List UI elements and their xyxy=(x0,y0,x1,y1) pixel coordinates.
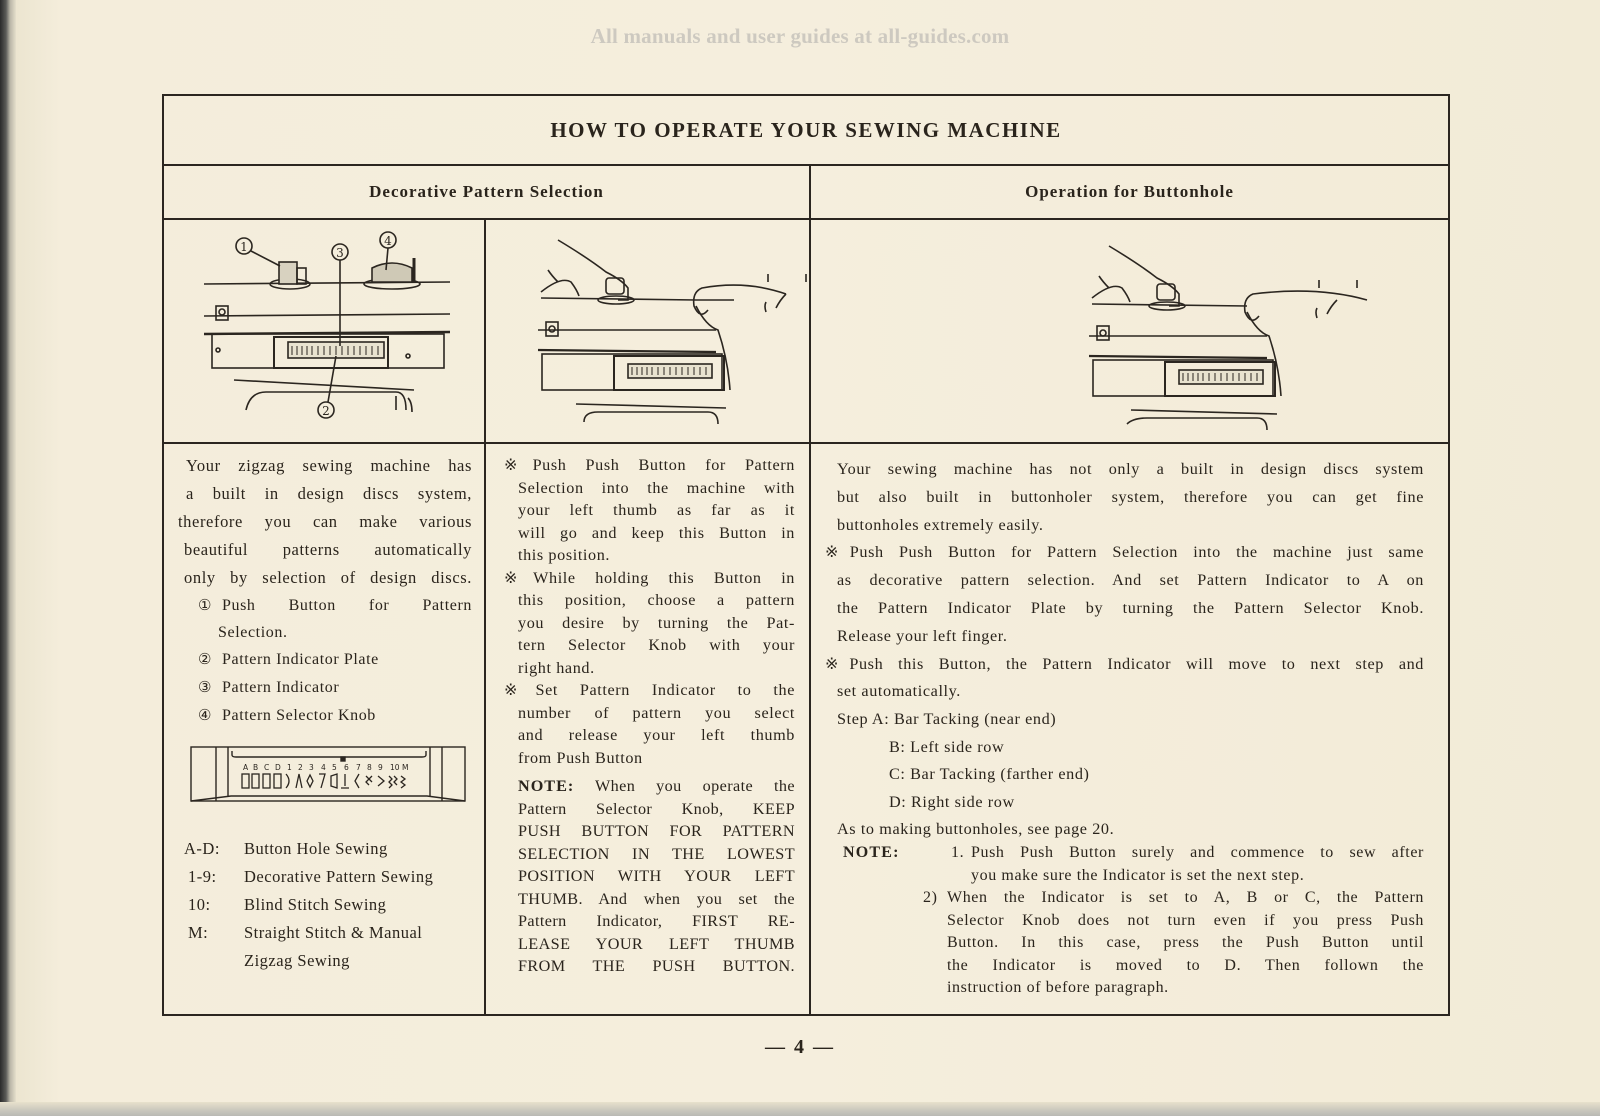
svg-text:D: D xyxy=(275,763,281,772)
svg-text:A: A xyxy=(243,763,249,772)
svg-text:4: 4 xyxy=(384,234,392,248)
bullet-push-pattern: ※Push Push Button for Pattern Selection into the machine just same as decorative pattern selection. And set Pattern Indicator to A on the Pattern Indicator Plate by turning the Pattern Selector Knob. Release your left finger. xyxy=(825,543,1424,645)
instruction-bullets xyxy=(504,454,795,769)
code-row: A-D: Button Hole Sewing xyxy=(184,839,388,858)
svg-text:C: C xyxy=(264,763,270,772)
buttonhole-steps xyxy=(837,706,1424,816)
note-2: 2) When the Indicator is set to A, B or C, the Pattern Selector Knob does not turn even if you press Push Button. In this case, press the Push Button until the Indicator is moved to D. Then follown the instruction of before paragraph. xyxy=(923,889,1424,997)
pattern-indicator-plate xyxy=(190,746,472,809)
bullet-push-button: ※Push Push Button for Pattern Selection into the machine with your left thumb as far as it will go and keep this Button in this position. xyxy=(504,456,795,564)
circled-number-icon: ② xyxy=(197,652,213,668)
svg-text:4: 4 xyxy=(321,763,326,772)
legend-item: ① Push Button for Pattern xyxy=(192,592,472,620)
code-row: M: Straight Stitch & Manual xyxy=(188,923,423,942)
step-c: C: Bar Tacking (farther end) xyxy=(889,765,1090,784)
step-a: Step A: Bar Tacking (near end) xyxy=(837,710,1057,729)
svg-text:9: 9 xyxy=(378,763,383,772)
parts-legend: ① Push Button for Pattern Selection. ② Pattern Indicator Plate ③ Pattern Indicator ④ Pattern Selector Knob xyxy=(178,592,472,730)
bullet-set-indicator: ※Set Pattern Indicator to the number of pattern you select and release your left thumb from Push Button xyxy=(504,681,795,767)
svg-text:7: 7 xyxy=(356,763,361,772)
legend-item: ② Pattern Indicator Plate xyxy=(192,646,472,674)
svg-text:10: 10 xyxy=(390,763,400,772)
see-page-reference: As to making buttonholes, see page 20. xyxy=(837,820,1115,839)
callout-1-icon xyxy=(236,238,280,266)
svg-text:1: 1 xyxy=(287,763,292,772)
circled-number-icon: ③ xyxy=(197,680,213,696)
buttonhole-intro: Your sewing machine has not only a built in design discs system but also built in buttonholer system, therefore you can get fine buttonholes extremely easily. xyxy=(837,460,1424,534)
step-d: D: Right side row xyxy=(889,792,1015,811)
note-keep-button: NOTE: When you operate the Pattern Selector Knob, KEEP PUSH BUTTON FOR PATTERN SELECTION IN THE LOWEST POSITION WITH YOUR LEFT THUMB. And when you set the Pattern Indicator, FIRST RE- LEASE YOUR LEFT THUMB FROM THE PUSH BUTTON. xyxy=(518,777,795,975)
page-title: HOW TO OPERATE YOUR SEWING MACHINE xyxy=(550,117,1062,142)
svg-text:2: 2 xyxy=(298,763,303,772)
step-b: B: Left side row xyxy=(889,737,1005,756)
note-label: NOTE: xyxy=(518,777,575,795)
callout-2-icon xyxy=(318,356,336,418)
bullet-push-this: ※Push this Button, the Pattern Indicator will move to next step and set automatically. xyxy=(825,654,1424,701)
figure-hands-operation xyxy=(486,220,811,444)
svg-text:1: 1 xyxy=(240,240,248,254)
instruction-table xyxy=(162,94,1450,1016)
intro-paragraph: Your zigzag sewing machine has a built in design discs system, therefore you can make various beautiful patterns automatically only by selection of design discs. xyxy=(178,456,472,587)
svg-text:3: 3 xyxy=(309,763,314,772)
pattern-codes-list: A-D: Button Hole Sewing 1-9: Decorative Pattern Sewing 10: Blind Stitch Sewing M: Straight Stitch & Manual Zigzag Sewing xyxy=(178,835,472,975)
pattern-plate-drawing xyxy=(190,746,466,804)
circled-number-icon: ① xyxy=(197,598,213,614)
section-header-decorative: Decorative Pattern Selection xyxy=(164,166,811,220)
legend-item: ④ Pattern Selector Knob xyxy=(192,702,472,730)
buttonhole-notes xyxy=(837,842,1424,1000)
svg-text:B: B xyxy=(253,763,259,772)
svg-text:3: 3 xyxy=(336,246,344,260)
machine-parts-drawing xyxy=(164,220,484,442)
figure-machine-parts xyxy=(164,220,486,444)
section-header-buttonhole: Operation for Buttonhole xyxy=(811,166,1448,220)
svg-text:M: M xyxy=(402,763,409,772)
bullet-while-holding: ※While holding this Button in this position, choose a pattern you desire by turning the Pat- tern Selector Knob with your right hand. xyxy=(504,568,795,677)
page-number: — 4 — xyxy=(765,1036,835,1058)
svg-text:2: 2 xyxy=(322,404,330,418)
note-1: NOTE: 1. Push Push Button surely and commence to sew after you make sure the Indicator is set the next step. xyxy=(837,842,1424,887)
hands-operating-drawing xyxy=(486,220,809,442)
svg-text:5: 5 xyxy=(332,763,337,772)
buttonhole-text xyxy=(811,444,1448,1014)
stitch-pattern-icons xyxy=(242,774,405,788)
plate-labels xyxy=(243,763,408,772)
buttonhole-hands-drawing xyxy=(811,220,1446,442)
svg-text:6: 6 xyxy=(344,763,349,772)
callout-3-icon xyxy=(332,244,348,346)
decorative-pattern-text xyxy=(164,444,486,1014)
watermark: All manuals and user guides at all-guides.com xyxy=(590,24,1010,48)
code-row: 1-9: Decorative Pattern Sewing xyxy=(188,867,434,886)
note-label: NOTE: xyxy=(843,844,900,862)
legend-item: ③ Pattern Indicator xyxy=(192,674,472,702)
title-row xyxy=(164,96,1448,166)
svg-text:8: 8 xyxy=(367,763,372,772)
binding-edge xyxy=(0,0,16,1116)
code-row: 10: Blind Stitch Sewing xyxy=(188,895,387,914)
figure-buttonhole-operation xyxy=(811,220,1448,444)
pattern-steps-text xyxy=(486,444,811,1014)
page-bottom-edge xyxy=(0,1102,1600,1116)
circled-number-icon: ④ xyxy=(197,708,213,724)
